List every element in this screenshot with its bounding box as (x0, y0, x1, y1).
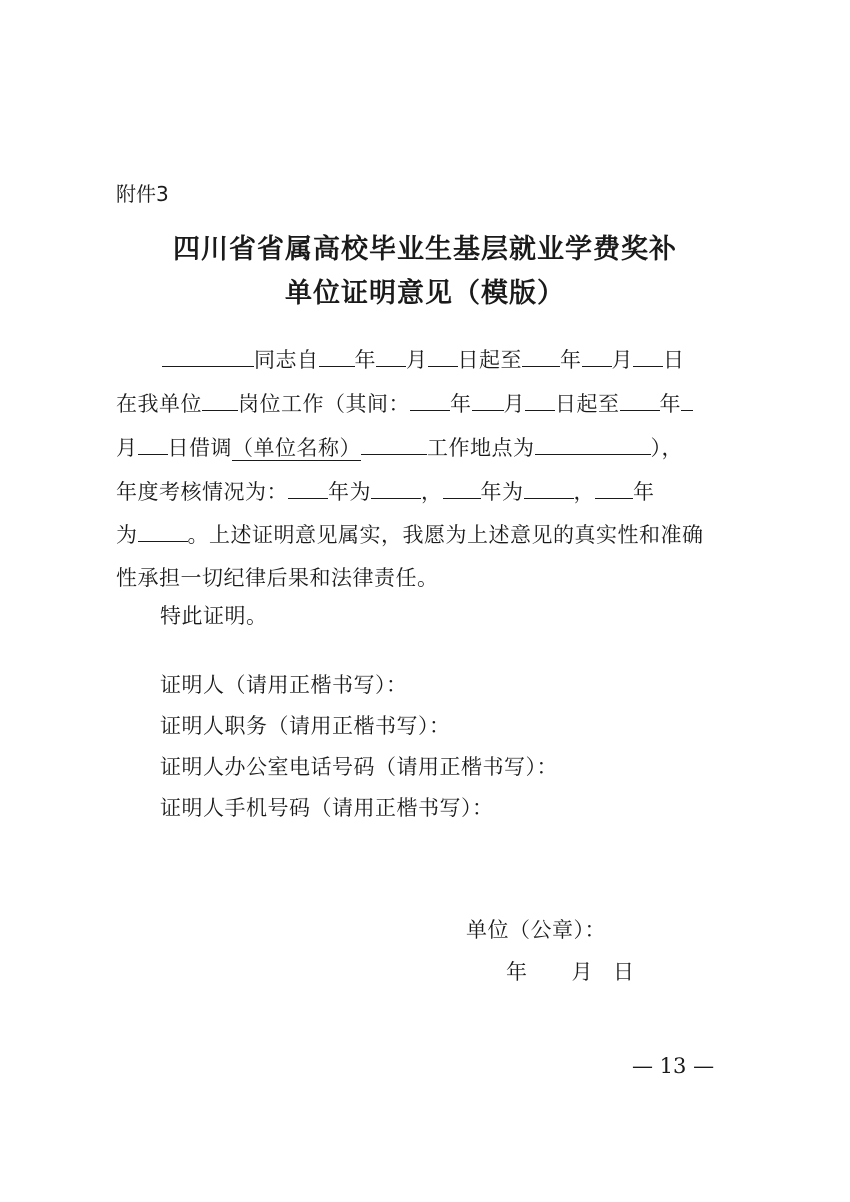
body-text: 在我单位 (116, 392, 202, 416)
body-text: 为 (116, 523, 138, 547)
body-text: 年为 (480, 480, 524, 504)
month-blank (376, 348, 406, 367)
rating-blank (371, 480, 421, 499)
body-line-2 (116, 388, 693, 418)
office-phone-field: 证明人办公室电话号码（请用正楷书写）： (160, 755, 558, 779)
location-blank (535, 436, 651, 455)
rating-blank (524, 480, 574, 499)
body-text: 日借调 (167, 436, 232, 460)
certifier-title-field: 证明人职务（请用正楷书写）： (160, 714, 451, 738)
body-text: 年 (659, 392, 681, 416)
unit-name-field: （单位名称） (232, 436, 361, 460)
body-text: 日 (663, 348, 685, 372)
body-text: 年为 (328, 480, 371, 504)
body-line-3 (116, 432, 683, 462)
body-text: ， (421, 480, 443, 504)
body-text: 年 (560, 348, 582, 372)
date-line (506, 956, 635, 986)
year-blank (319, 348, 355, 367)
body-line-6: 性承担一切纪律后果和法律责任。 (116, 566, 439, 590)
body-text: 月 (503, 392, 525, 416)
body-text: ）， (650, 436, 683, 460)
body-line-4 (116, 476, 655, 506)
body-text: 。上述证明意见属实，我愿为上述意见的真实性和准确 (187, 523, 704, 547)
month-blank (681, 392, 693, 411)
certifier-field: 证明人（请用正楷书写）： (160, 673, 408, 697)
body-text: 日起至 (555, 392, 620, 416)
year-blank (620, 392, 660, 411)
year-blank (522, 348, 560, 367)
body-text: ， (573, 480, 595, 504)
closing-statement: 特此证明。 (160, 604, 268, 628)
post-blank (202, 392, 238, 411)
body-text: 月 (611, 348, 633, 372)
day-blank (633, 348, 663, 367)
attachment-label: 附件3 (116, 182, 169, 206)
year-blank (410, 392, 450, 411)
mobile-field: 证明人手机号码（请用正楷书写）： (160, 796, 494, 820)
body-text: 年 (450, 392, 472, 416)
day-blank (525, 392, 555, 411)
rating-blank (138, 523, 188, 542)
year-blank (443, 480, 481, 499)
body-line-1 (162, 344, 685, 374)
document-title-line1: 四川省省属高校毕业生基层就业学费奖补 (173, 234, 677, 265)
body-line-5 (116, 519, 704, 549)
body-text: 日起至 (457, 348, 522, 372)
month-blank (582, 348, 612, 367)
year-blank (288, 480, 328, 499)
day-label: 日 (613, 960, 635, 984)
day-blank (428, 348, 458, 367)
body-text: 月 (116, 436, 138, 460)
month-label: 月 (571, 960, 593, 984)
body-text: 同志自 (254, 348, 319, 372)
body-text: 年 (633, 480, 655, 504)
body-text: 月 (406, 348, 428, 372)
unit-name-blank (361, 436, 427, 455)
month-blank (472, 392, 504, 411)
body-text: 岗位工作（其间： (238, 392, 410, 416)
body-text: 工作地点为 (427, 436, 535, 460)
year-blank (595, 480, 633, 499)
unit-seal-label: 单位（公章）： (466, 918, 606, 942)
body-text: 年度考核情况为： (116, 480, 288, 504)
body-text: 年 (354, 348, 376, 372)
page-number: — 13 — (632, 1054, 715, 1078)
name-blank (162, 348, 254, 367)
document-title-line2: 单位证明意见（模版） (285, 278, 565, 309)
day-blank (138, 436, 168, 455)
year-label: 年 (506, 960, 528, 984)
